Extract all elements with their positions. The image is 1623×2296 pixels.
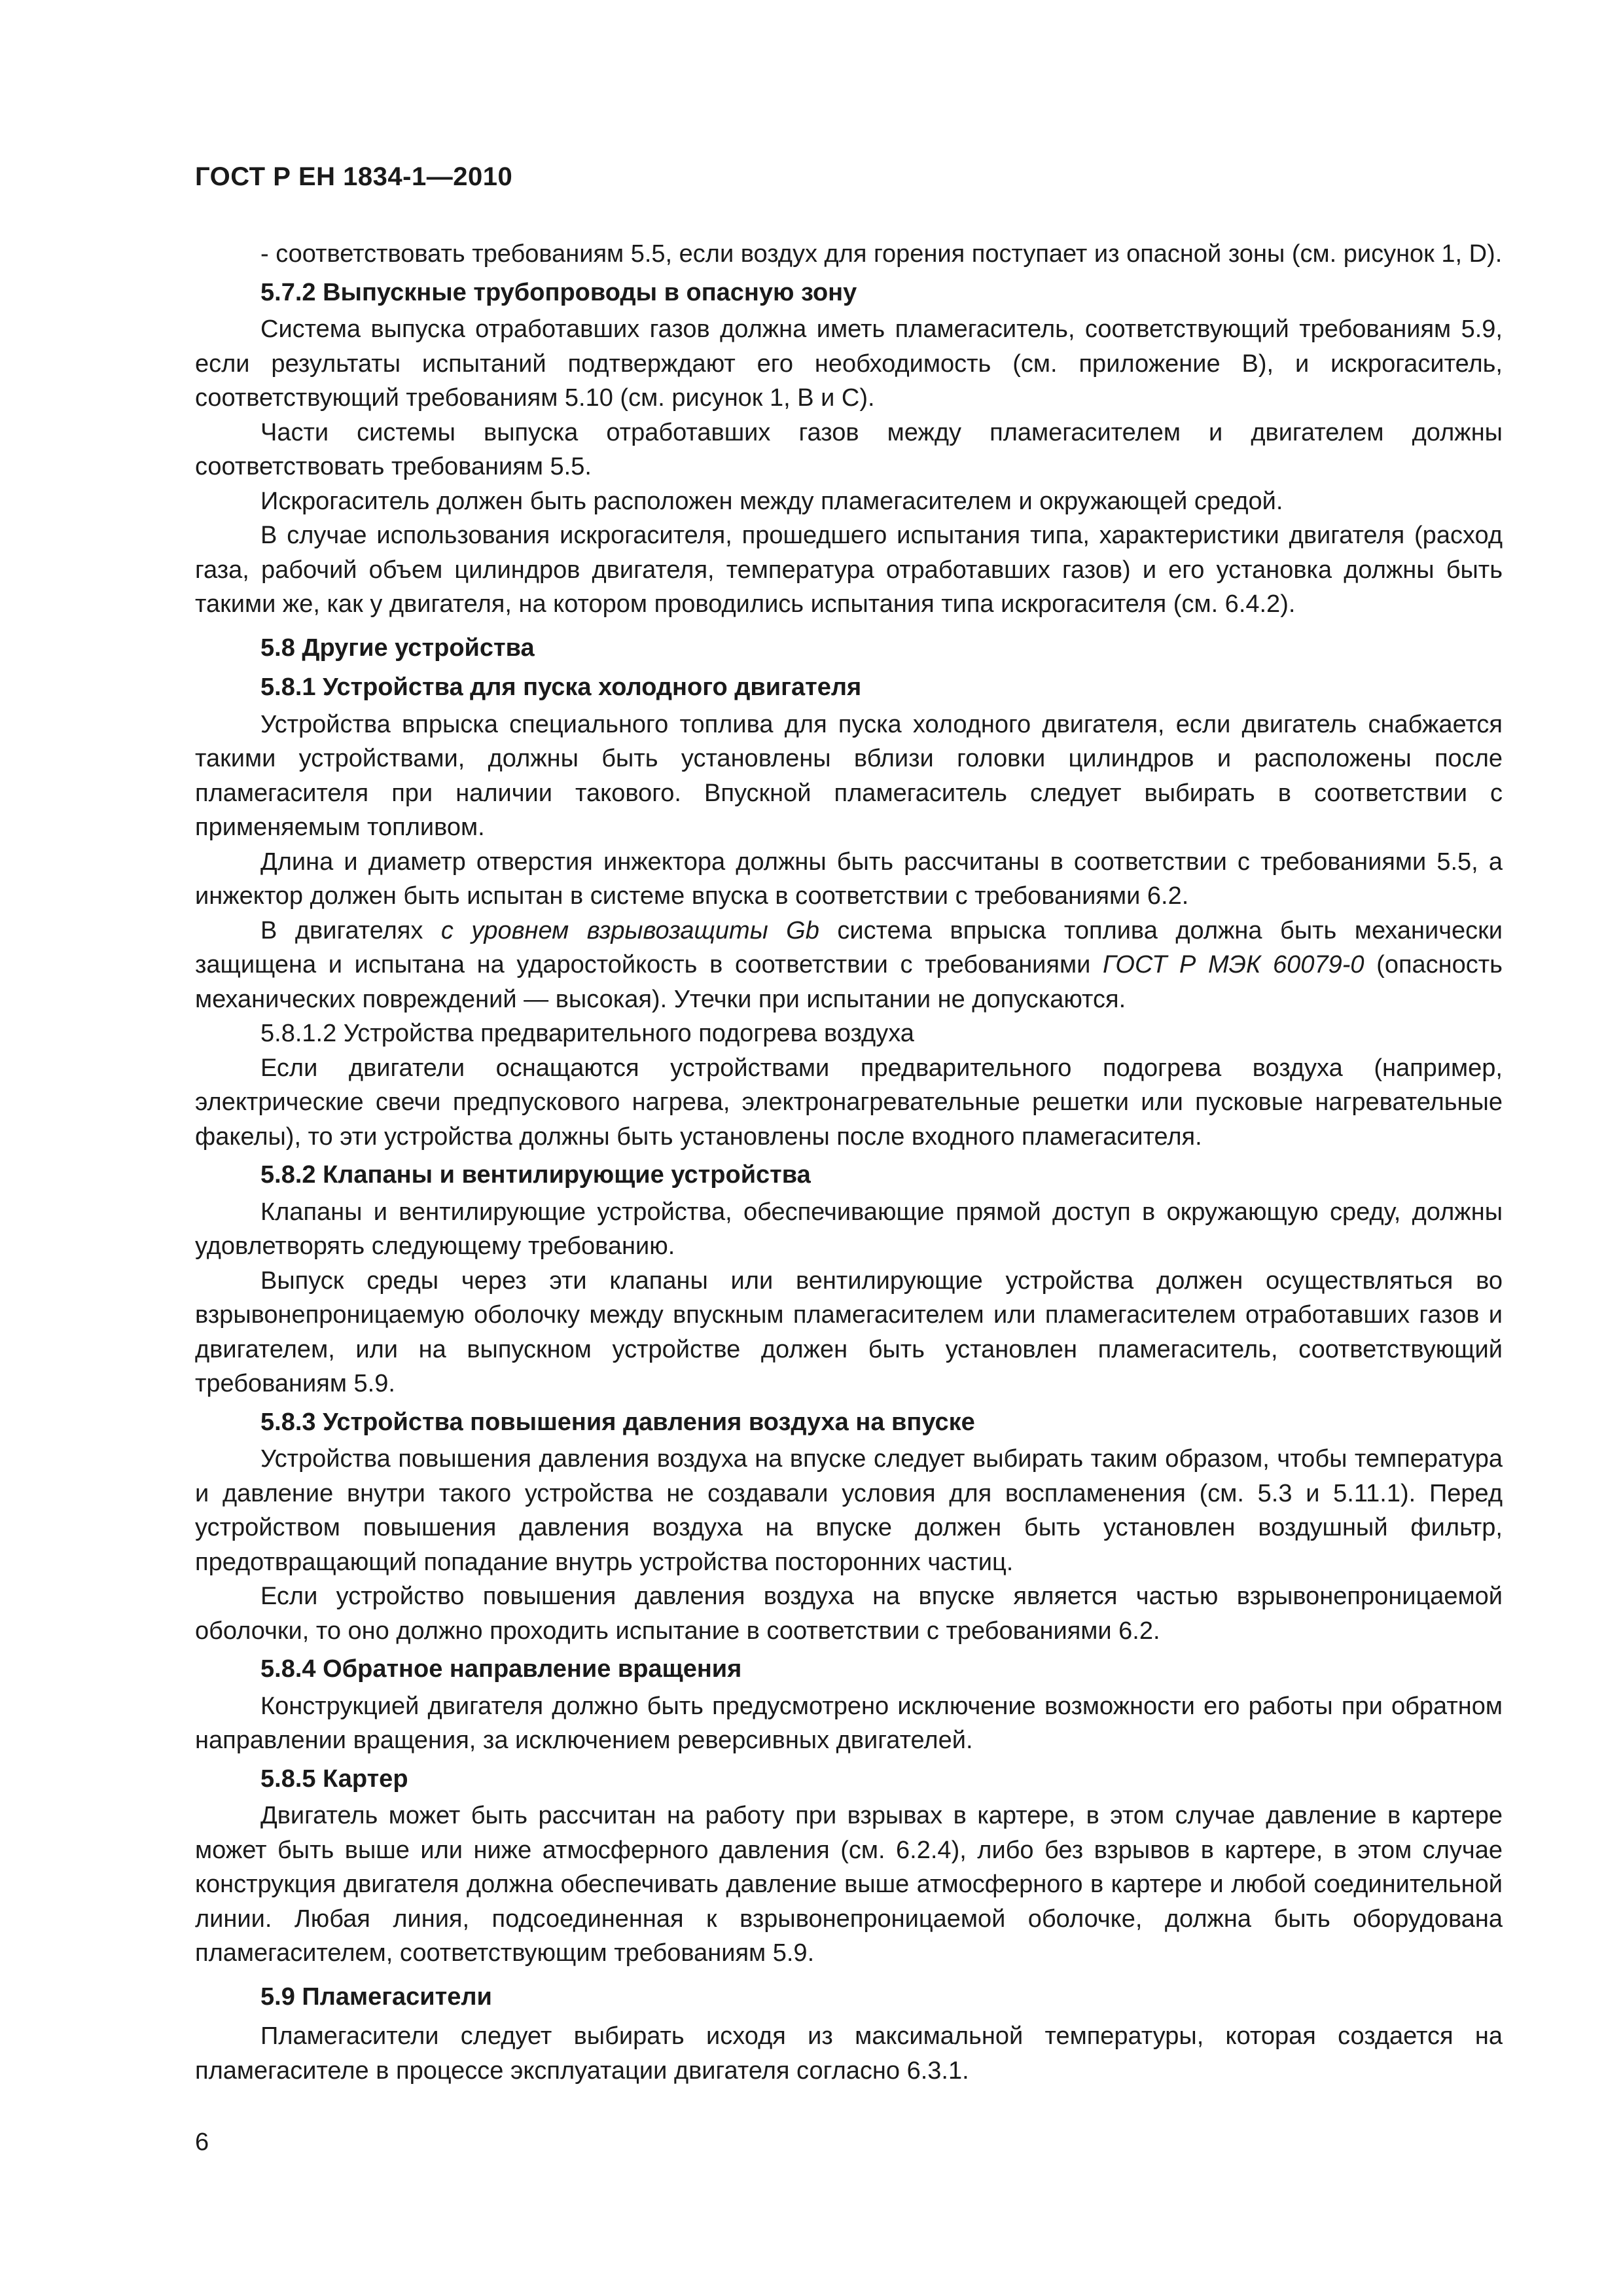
section-heading-5-7-2: 5.7.2 Выпускные трубопроводы в опасную зону — [260, 278, 857, 306]
italic-text-run: с уровнем взрывозащиты Gb — [440, 916, 819, 944]
text-run: В двигателях — [260, 916, 441, 944]
paragraph: Пламегасители следует выбирать исходя из максимальной температуры, которая создается на пламегасителе в процессе эксплуатации двигателя согласно 6.3.1. — [195, 2022, 1503, 2085]
paragraph: Части системы выпуска отработавших газов между пламегасителем и двигателем должны соответствовать требованиям 5.5. — [195, 418, 1503, 480]
paragraph: Выпуск среды через эти клапаны или вентилирующие устройства должен осуществляться во взрывонепроницаемую оболочку между впускным пламегасителем или пламегасителем отработавших газов и двигателем, или на выпускном устройстве должен быть установлен пламегаситель, соответствующий требованиям 5.9. — [195, 1266, 1503, 1397]
text-run: система впрыска топлива должна быть механически защищена и испытана на ударостойкость в соответствии с требованиями — [195, 916, 1503, 978]
section-heading-5-8: 5.8 Другие устройства — [260, 634, 535, 662]
section-heading-5-8-1: 5.8.1 Устройства для пуска холодного двигателя — [260, 673, 862, 701]
paragraph: Двигатель может быть рассчитан на работу при взрывах в картере, в этом случае давление в картере может быть выше или ниже атмосферного давления (см. 6.2.4), либо без взрывов в картере, в этом случае конструкция двигателя должна обеспечивать давление выше атмосферного в картере и любой соединительной линии. Любая линия, подсоединенная к взрывонепроницаемой оболочке, должна быть оборудована пламегасителем, соответствующим требованиям 5.9. — [195, 1802, 1503, 1967]
paragraph: - соответствовать требованиям 5.5, если воздух для горения поступает из опасной зоны (см. рисунок 1, D). — [260, 240, 1503, 268]
section-heading-5-8-2: 5.8.2 Клапаны и вентилирующие устройства — [260, 1161, 811, 1189]
subsection-heading-5-8-1-2: 5.8.1.2 Устройства предварительного подогрева воздуха — [260, 1020, 914, 1047]
document-header: ГОСТ Р ЕН 1834-1—2010 — [195, 162, 513, 191]
paragraph: Если двигатели оснащаются устройствами предварительного подогрева воздуха (например, электрические свечи предпускового нагрева, электронагревательные решетки или пусковые нагревательные факелы), то эти устройства должны быть установлены после входного пламегасителя. — [195, 1054, 1503, 1151]
section-heading-5-9: 5.9 Пламегасители — [260, 1982, 492, 2011]
paragraph: Если устройство повышения давления воздуха на впуске является частью взрывонепроницаемой оболочки, то оно должно проходить испытание в соответствии с требованиями 6.2. — [195, 1583, 1503, 1645]
paragraph: В случае использования искрогасителя, прошедшего испытания типа, характеристики двигателя (расход газа, рабочий объем цилиндров двигателя, температура отработавших газов) и его установка должны быть такими же, как у двигателя, на котором проводились испытания типа искрогасителя (см. 6.4.2). — [195, 522, 1503, 618]
paragraph: Устройства впрыска специального топлива для пуска холодного двигателя, если двигатель снабжается такими устройствами, должны быть установлены вблизи головки цилиндров и расположены после пламегасителя при наличии такового. Впускной пламегаситель следует выбирать в соответствии с применяемым топливом. — [195, 710, 1503, 841]
paragraph — [195, 914, 1503, 1017]
document-body — [195, 237, 1503, 2088]
section-heading-5-8-3: 5.8.3 Устройства повышения давления воздуха на впуске — [260, 1408, 975, 1436]
text-run: (опасность механических повреждений — высокая). Утечки при испытании не допускаются. — [195, 951, 1503, 1013]
paragraph: Искрогаситель должен быть расположен между пламегасителем и окружающей средой. — [260, 487, 1283, 515]
standard-reference: ГОСТ Р МЭК 60079-0 — [1102, 951, 1364, 978]
paragraph: Клапаны и вентилирующие устройства, обеспечивающие прямой доступ в окружающую среду, должны удовлетворять следующему требованию. — [195, 1198, 1503, 1260]
section-heading-5-8-4: 5.8.4 Обратное направление вращения — [260, 1655, 742, 1683]
paragraph: Устройства повышения давления воздуха на впуске следует выбирать таким образом, чтобы температура и давление внутри такого устройства не создавали условия для воспламенения (см. 5.3 и 5.11.1). Перед устройством повышения давления воздуха на впуске должен быть установлен воздушный фильтр, предотвращающий попадание внутрь устройства посторонних частиц. — [195, 1445, 1503, 1576]
paragraph: Система выпуска отработавших газов должна иметь пламегаситель, соответствующий требованиям 5.9, если результаты испытаний подтверждают его необходимость (см. приложение В), и искрогаситель, соответствующий требованиям 5.10 (см. рисунок 1, В и С). — [195, 315, 1503, 412]
section-heading-5-8-5: 5.8.5 Картер — [260, 1765, 408, 1793]
page-number: 6 — [195, 2128, 209, 2156]
paragraph: Конструкцией двигателя должно быть предусмотрено исключение возможности его работы при обратном направлении вращения, за исключением реверсивных двигателей. — [195, 1692, 1503, 1754]
paragraph: Длина и диаметр отверстия инжектора должны быть рассчитаны в соответствии с требованиями 5.5, а инжектор должен быть испытан в системе впуска в соответствии с требованиями 6.2. — [195, 848, 1503, 910]
